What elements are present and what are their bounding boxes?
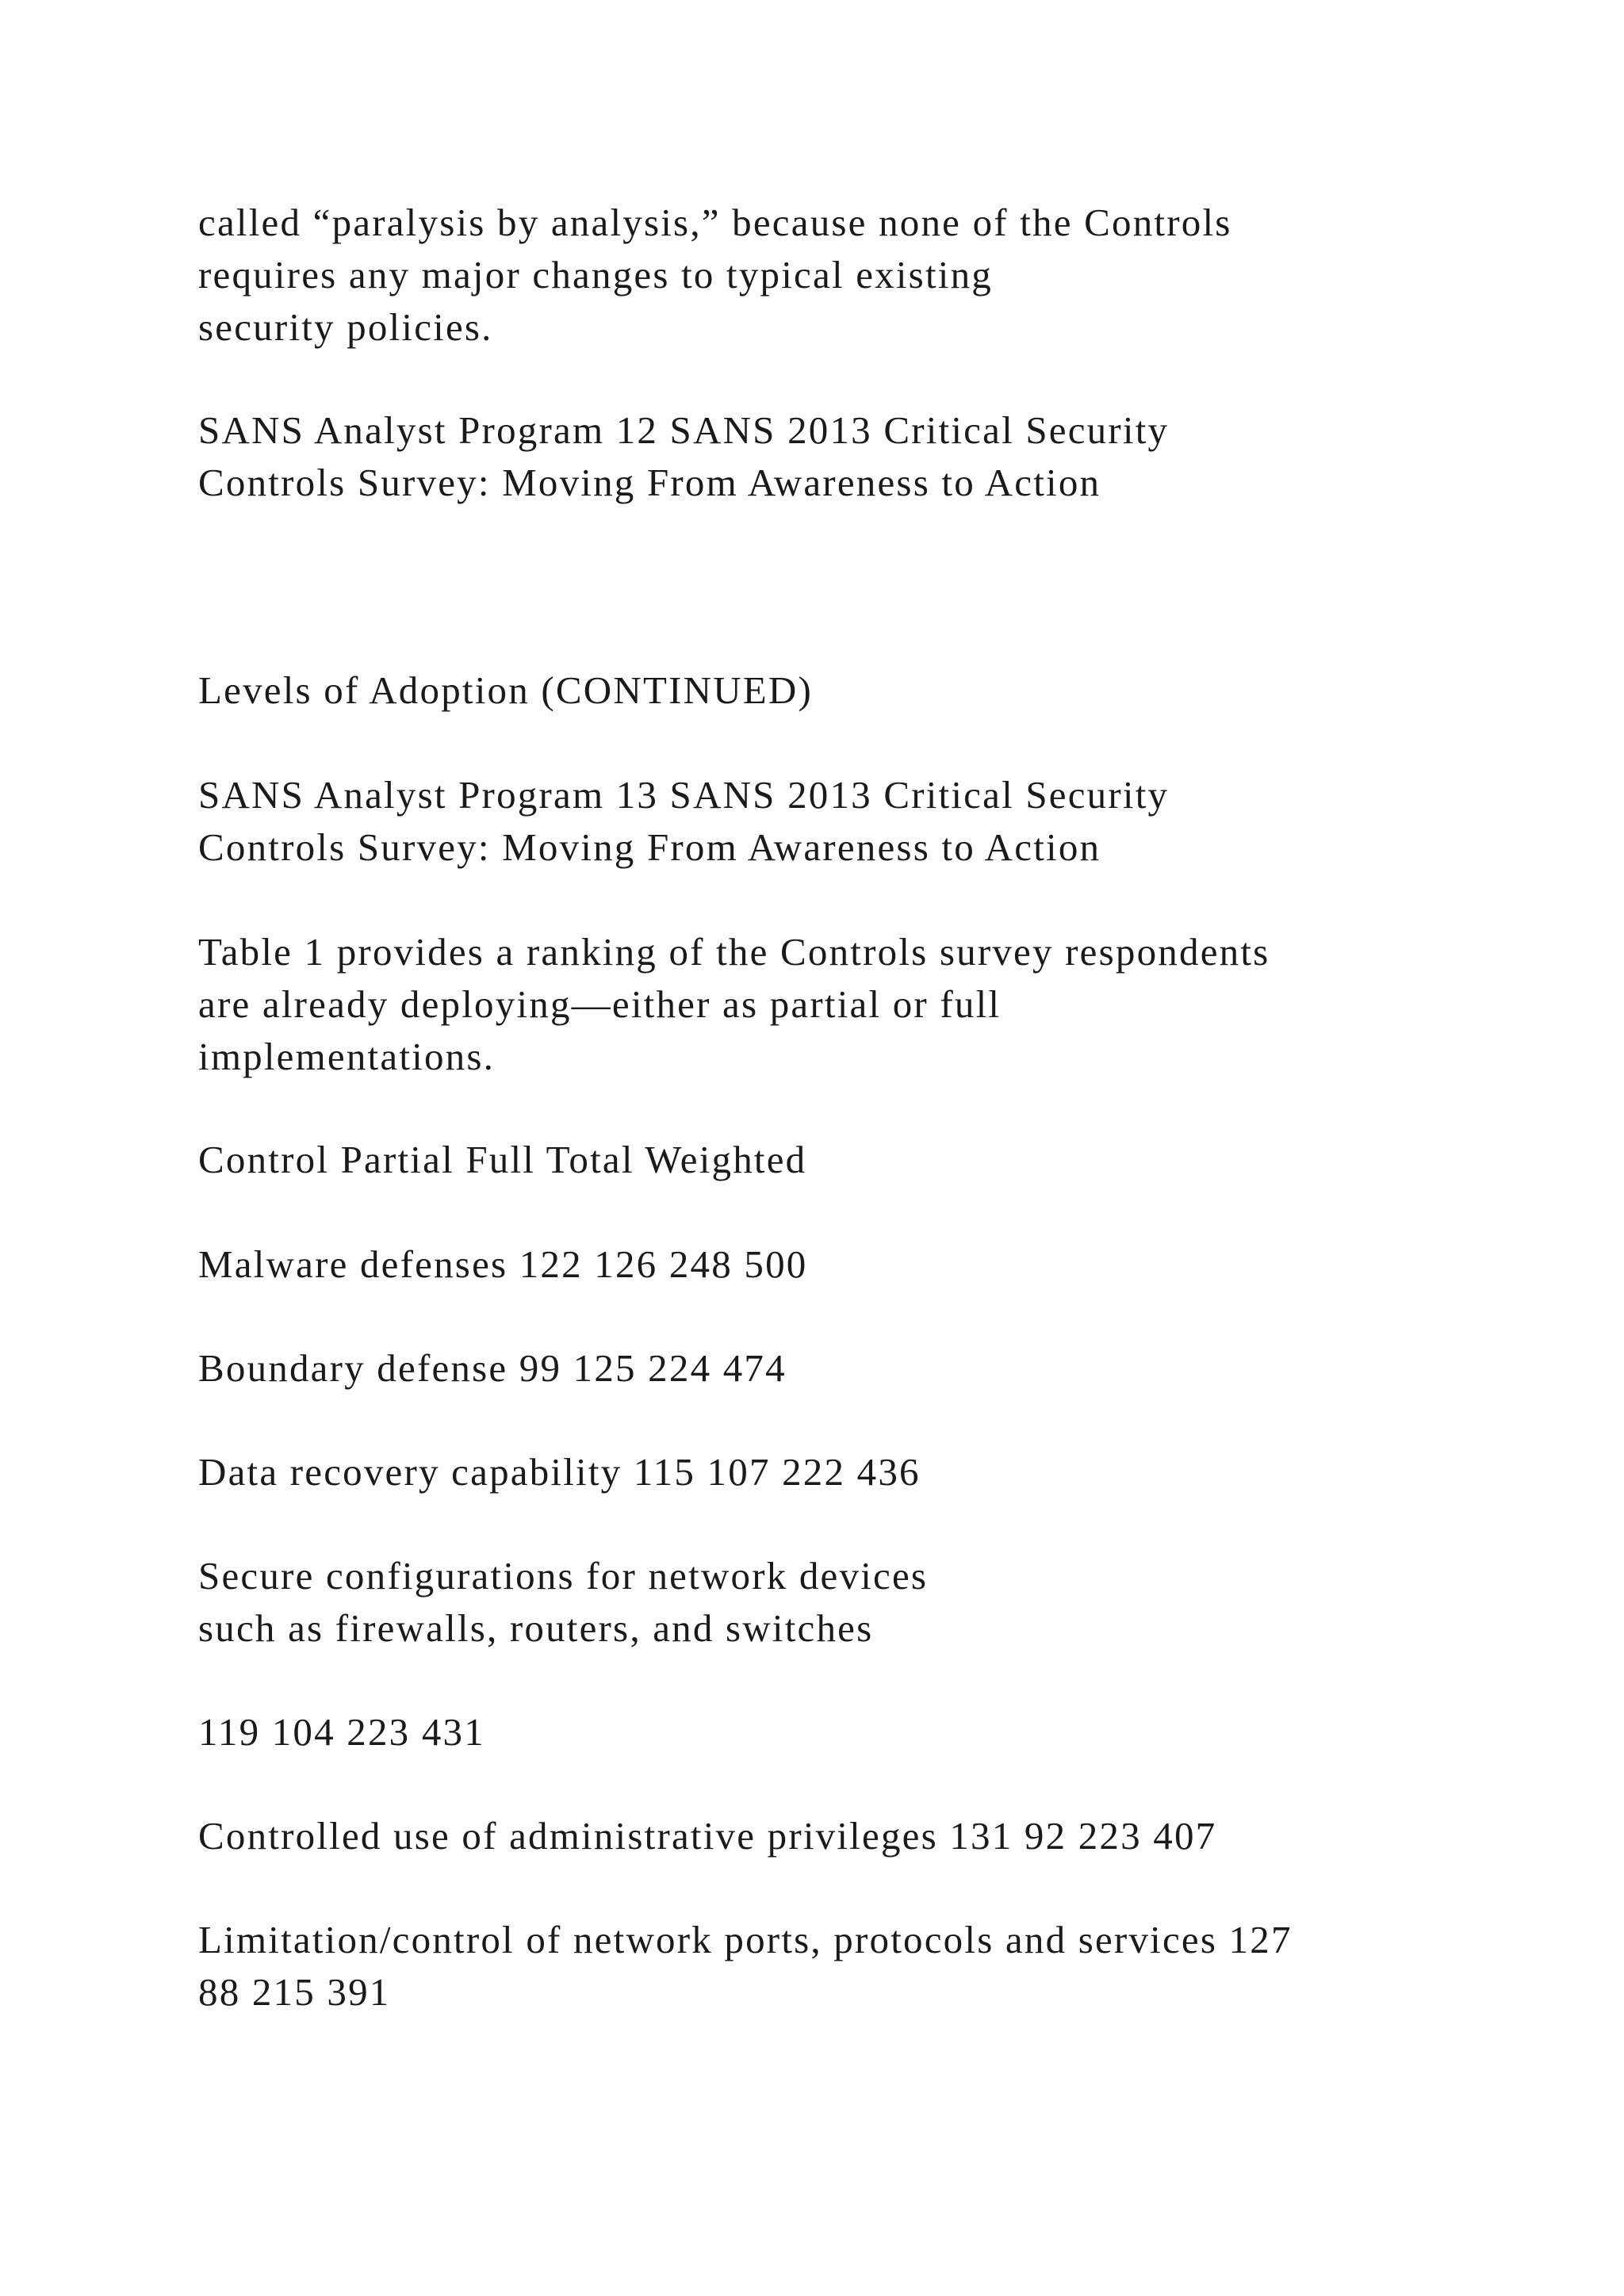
text-line: Boundary defense 99 125 224 474 <box>198 1346 787 1390</box>
table-row-boundary <box>198 1342 787 1395</box>
section-heading <box>198 664 813 717</box>
text-line: Control Partial Full Total Weighted <box>198 1138 807 1181</box>
table-row-admin-privileges <box>198 1810 1216 1862</box>
text-line: implementations. <box>198 1035 496 1078</box>
table-row-secure-config <box>198 1550 928 1655</box>
table-row-secure-config-values <box>198 1706 485 1758</box>
table-header <box>198 1134 806 1186</box>
text-line: Data recovery capability 115 107 222 436 <box>198 1450 921 1494</box>
text-line: Controls Survey: Moving From Awareness to Action <box>198 461 1101 504</box>
text-line: Malware defenses 122 126 248 500 <box>198 1242 808 1286</box>
text-line: called “paralysis by analysis,” because none of the Controls <box>198 201 1232 244</box>
text-line: Secure configurations for network devices <box>198 1554 929 1598</box>
table-row-data-recovery <box>198 1446 921 1498</box>
text-line: requires any major changes to typical existing <box>198 253 993 297</box>
text-line: 119 104 223 431 <box>198 1710 485 1754</box>
text-line: SANS Analyst Program 13 SANS 2013 Critical Security <box>198 773 1170 817</box>
text-line: Controls Survey: Moving From Awareness to Action <box>198 825 1101 869</box>
text-line: SANS Analyst Program 12 SANS 2013 Critical Security <box>198 408 1170 452</box>
table-row-ports <box>198 1914 1293 2019</box>
text-line: Levels of Adoption (CONTINUED) <box>198 668 814 712</box>
text-line: Controlled use of administrative privileges 131 92 223 407 <box>198 1814 1217 1858</box>
text-line: Limitation/control of network ports, protocols and services 127 <box>198 1918 1293 1961</box>
intro-paragraph <box>198 197 1232 354</box>
running-header-page-12 <box>198 404 1169 509</box>
table-row-malware <box>198 1238 807 1291</box>
text-line: 88 215 391 <box>198 1970 391 2014</box>
table-intro-paragraph <box>198 926 1270 1083</box>
text-line: such as firewalls, routers, and switches <box>198 1606 874 1650</box>
running-header-page-13 <box>198 769 1169 874</box>
text-line: Table 1 provides a ranking of the Controls survey respondents <box>198 930 1270 974</box>
text-line: security policies. <box>198 305 493 349</box>
text-line: are already deploying—either as partial or full <box>198 982 1002 1026</box>
